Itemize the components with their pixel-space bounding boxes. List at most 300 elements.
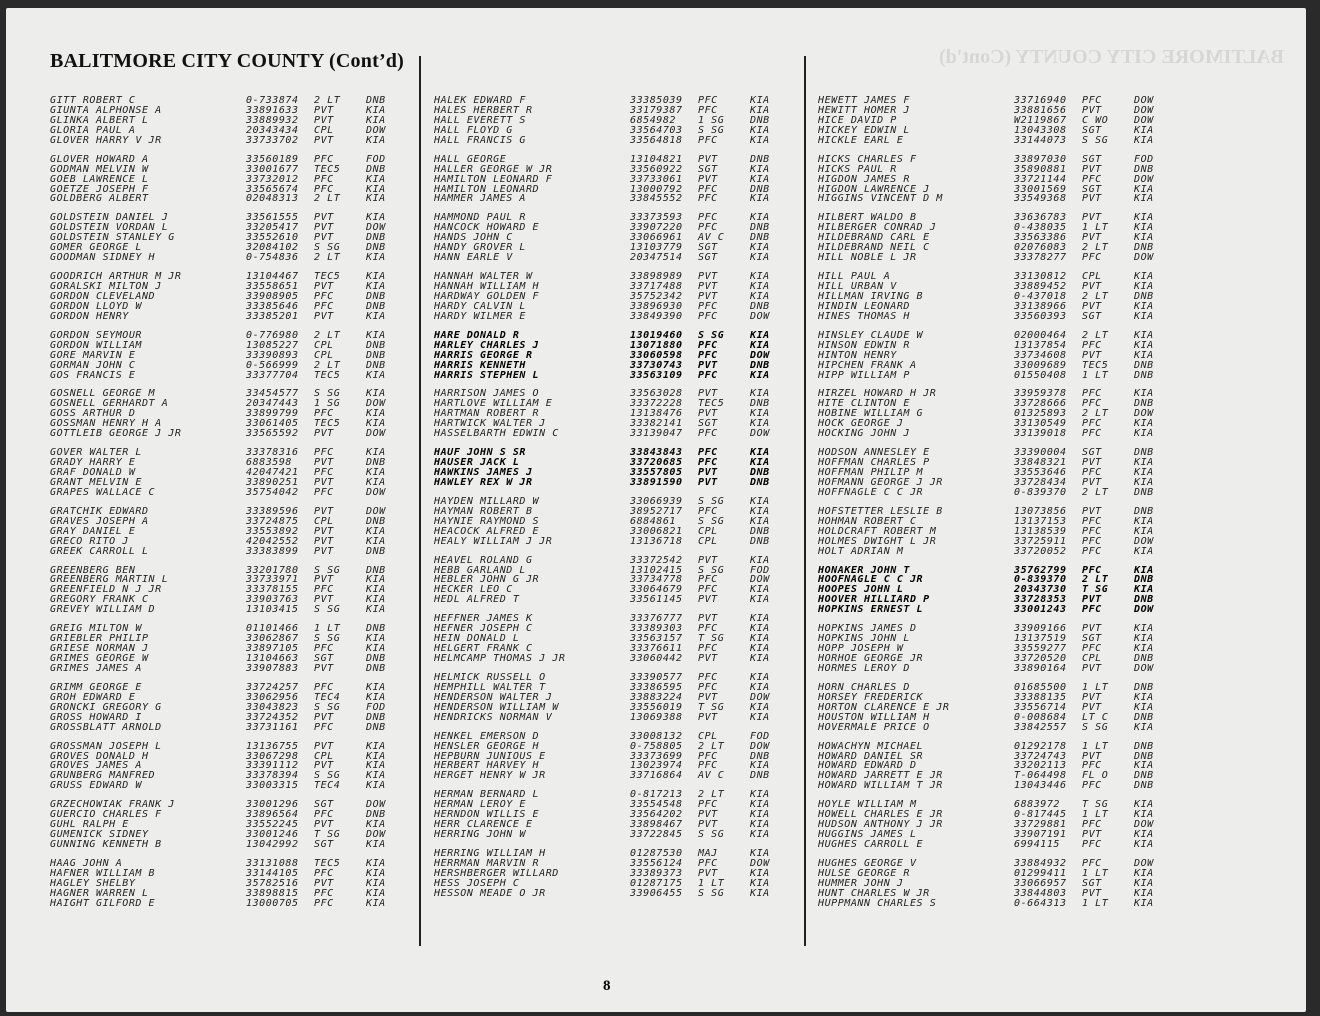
- casualty-status: KIA: [366, 418, 386, 430]
- serial-number: 33564818: [630, 134, 683, 146]
- roster-group: [818, 155, 1188, 205]
- casualty-status: KIA: [1134, 300, 1154, 312]
- rank: PFC: [1082, 398, 1102, 410]
- roster-entry: [818, 840, 1188, 850]
- soldier-name: HAWKINS JAMES J: [434, 468, 533, 478]
- rank: TEC5: [1082, 359, 1109, 371]
- soldier-name: HICE DAVID P: [818, 115, 897, 126]
- serial-number: 6854982: [630, 114, 676, 126]
- soldier-name: HINSLEY CLAUDE W: [818, 330, 924, 341]
- roster-entry: [434, 399, 804, 409]
- casualty-status: KIA: [366, 604, 386, 616]
- serial-number: 33563157: [630, 633, 683, 645]
- rank: PVT: [314, 574, 334, 586]
- serial-number: 0-754836: [246, 252, 299, 264]
- roster-group: [818, 800, 1188, 850]
- casualty-status: DNB: [366, 359, 386, 371]
- serial-number: 33842557: [1014, 721, 1067, 733]
- roster-entry: [50, 155, 420, 165]
- casualty-status: KIA: [1134, 124, 1154, 136]
- soldier-name: HOFFNAGLE C C JR: [818, 487, 924, 498]
- casualty-status: DNB: [366, 290, 386, 302]
- rank: SGT: [314, 653, 334, 664]
- casualty-status: DNB: [1134, 780, 1154, 792]
- rank: 1 LT: [1082, 867, 1109, 879]
- soldier-name: HORN CHARLES D: [818, 682, 910, 693]
- roster-entry: [434, 644, 804, 654]
- roster-entry: [50, 419, 420, 429]
- serial-number: 33066939: [630, 495, 683, 507]
- soldier-name: HINES THOMAS H: [818, 311, 910, 322]
- rank: PVT: [1082, 300, 1102, 312]
- soldier-name: HULSE GEORGE R: [818, 868, 910, 879]
- roster-entry: [434, 830, 804, 840]
- soldier-name: HARTLOVE WILLIAM E: [434, 399, 553, 410]
- roster-entry: [434, 96, 804, 106]
- serial-number: 33130812: [1014, 271, 1067, 283]
- casualty-status: KIA: [1134, 222, 1154, 234]
- casualty-status: KIA: [1134, 339, 1154, 351]
- rank: PFC: [314, 897, 334, 909]
- rank: PVT: [314, 310, 334, 322]
- soldier-name: HERBERT HARVEY H: [434, 761, 540, 772]
- rank: T SG: [698, 633, 725, 645]
- serial-number: 6883972: [1014, 799, 1060, 811]
- serial-number: 33205417: [246, 222, 299, 234]
- rank: PFC: [1082, 428, 1102, 440]
- roster-entry: [434, 272, 804, 282]
- soldier-name: HILL NOBLE L JR: [818, 253, 917, 264]
- soldier-name: GOLDBERG ALBERT: [50, 194, 149, 205]
- roster-entry: [50, 830, 420, 840]
- rank: PFC: [1082, 535, 1102, 547]
- soldier-name: HEIN DONALD L: [434, 634, 520, 645]
- casualty-status: KIA: [366, 584, 386, 596]
- serial-number: 13104467: [246, 271, 299, 283]
- serial-number: 35762799: [1014, 564, 1067, 576]
- soldier-name: HAYDEN MILLARD W: [434, 496, 540, 507]
- casualty-status: DOW: [1134, 819, 1154, 831]
- soldier-name: HAAG JOHN A: [50, 858, 123, 869]
- casualty-status: DOW: [750, 691, 770, 703]
- rank: 1 LT: [1082, 809, 1109, 821]
- casualty-status: DNB: [1134, 505, 1154, 517]
- rank: 1 LT: [1082, 369, 1109, 381]
- casualty-status: KIA: [1134, 877, 1154, 889]
- roster-entry: [50, 566, 420, 576]
- casualty-status: KIA: [1134, 691, 1154, 703]
- roster-group: [434, 96, 804, 146]
- casualty-status: KIA: [1134, 515, 1154, 527]
- serial-number: 33890251: [246, 476, 299, 488]
- soldier-name: GRONCKI GREGORY G: [50, 702, 162, 713]
- casualty-status: KIA: [750, 104, 770, 116]
- roster-entry: [818, 243, 1188, 253]
- soldier-name: GREENFIELD N J JR: [50, 585, 162, 596]
- roster-group: [818, 683, 1188, 733]
- soldier-name: HALL FRANCIS G: [434, 135, 526, 146]
- casualty-status: KIA: [1134, 633, 1154, 645]
- serial-number: 33549368: [1014, 193, 1067, 205]
- rank: PFC: [314, 467, 334, 478]
- soldier-name: HALL EVERETT S: [434, 115, 526, 126]
- serial-number: 33909166: [1014, 623, 1067, 635]
- casualty-status: DNB: [750, 300, 770, 312]
- roster-entry: [434, 223, 804, 233]
- soldier-name: HEWETT JAMES F: [818, 96, 910, 106]
- serial-number: 33144105: [246, 867, 299, 879]
- rank: 2 LT: [698, 740, 725, 752]
- roster-entry: [818, 547, 1188, 557]
- casualty-status: KIA: [750, 623, 770, 635]
- rank: PFC: [1082, 819, 1102, 831]
- roster-group: [434, 497, 804, 547]
- rank: PFC: [1082, 604, 1102, 616]
- rank: TEC5: [314, 369, 341, 381]
- serial-number: 6994115: [1014, 839, 1060, 850]
- soldier-name: HERGET HENRY W JR: [434, 771, 546, 782]
- roster-entry: [434, 507, 804, 517]
- roster-entry: [818, 351, 1188, 361]
- serial-number: 01550408: [1014, 369, 1067, 381]
- casualty-status: KIA: [1134, 388, 1154, 400]
- roster-entry: [434, 253, 804, 263]
- serial-number: 33372542: [630, 554, 683, 566]
- serial-number: 33389303: [630, 623, 683, 635]
- rank: PFC: [314, 173, 334, 185]
- serial-number: 33890164: [1014, 662, 1067, 674]
- serial-number: 33376777: [630, 613, 683, 625]
- roster-group: [818, 213, 1188, 263]
- casualty-status: KIA: [366, 281, 386, 292]
- serial-number: 01292178: [1014, 740, 1067, 752]
- casualty-status: DNB: [1134, 447, 1154, 459]
- casualty-status: DOW: [1134, 604, 1154, 616]
- rank: S SG: [1082, 134, 1109, 146]
- serial-number: 33139047: [630, 428, 683, 440]
- serial-number: 33560922: [630, 163, 683, 175]
- soldier-name: GLOVER HOWARD A: [50, 154, 149, 165]
- rank: PFC: [698, 428, 718, 440]
- serial-number: 13104663: [246, 653, 299, 664]
- soldier-name: HEAVEL ROLAND G: [434, 555, 533, 566]
- soldier-name: GROVES DONALD H: [50, 751, 149, 762]
- rank: PFC: [698, 643, 718, 655]
- serial-number: 13103415: [246, 604, 299, 616]
- soldier-name: HESS JOSEPH C: [434, 878, 520, 889]
- roster-entry: [434, 302, 804, 312]
- roster-entry: [818, 126, 1188, 136]
- roster-entry: [818, 116, 1188, 126]
- rank: PFC: [314, 721, 334, 733]
- casualty-status: KIA: [750, 711, 770, 723]
- serial-number: 33722845: [630, 829, 683, 841]
- roster-entry: [818, 302, 1188, 312]
- casualty-status: FOD: [366, 153, 386, 165]
- soldier-name: GRATCHIK EDWARD: [50, 506, 149, 517]
- casualty-status: KIA: [366, 691, 386, 703]
- casualty-status: KIA: [1134, 467, 1154, 478]
- roster-entry: [50, 448, 420, 458]
- soldier-name: GOSNELL GERHARDT A: [50, 399, 169, 410]
- soldier-name: HIGGINS VINCENT D M: [818, 194, 943, 205]
- soldier-name: HARDWAY GOLDEN F: [434, 291, 540, 302]
- soldier-name: GREGORY FRANK C: [50, 595, 149, 606]
- rank: PVT: [314, 877, 334, 889]
- soldier-name: HICKLE EARL E: [818, 135, 904, 146]
- roster-entry: [818, 810, 1188, 820]
- serial-number: 33720052: [1014, 545, 1067, 557]
- roster-group: [50, 859, 420, 909]
- soldier-name: HEBLER JOHN G JR: [434, 575, 540, 586]
- roster-entry: [434, 371, 804, 381]
- rank: PVT: [1082, 476, 1102, 488]
- casualty-status: DNB: [366, 653, 386, 664]
- soldier-name: HINTON HENRY: [818, 350, 897, 361]
- serial-number: 33899799: [246, 408, 299, 420]
- casualty-status: DNB: [1134, 290, 1154, 302]
- serial-number: 13043446: [1014, 780, 1067, 792]
- serial-number: 33733971: [246, 574, 299, 586]
- casualty-status: DNB: [750, 476, 770, 488]
- roster-entry: [818, 889, 1188, 899]
- soldier-name: GLOVER HARRY V JR: [50, 135, 162, 146]
- rank: SGT: [698, 242, 718, 254]
- soldier-name: GROSSMAN JOSEPH L: [50, 741, 162, 752]
- rank: S SG: [314, 388, 341, 400]
- serial-number: 13136755: [246, 740, 299, 752]
- serial-number: 20347443: [246, 398, 299, 410]
- casualty-status: DOW: [1134, 408, 1154, 420]
- rank: PFC: [698, 799, 718, 811]
- rank: T SG: [1082, 584, 1109, 596]
- casualty-status: KIA: [366, 310, 386, 322]
- rank: PVT: [1082, 691, 1102, 703]
- soldier-name: HERR CLARENCE E: [434, 820, 533, 831]
- rank: PVT: [698, 554, 718, 566]
- soldier-name: HUGGINS JAMES L: [818, 830, 917, 840]
- roster-entry: [50, 233, 420, 243]
- soldier-name: GRAF DONALD W: [50, 468, 136, 478]
- serial-number: 33131088: [246, 857, 299, 869]
- serial-number: 33716940: [1014, 95, 1067, 106]
- casualty-status: DNB: [366, 457, 386, 469]
- rank: PVT: [314, 104, 334, 116]
- roster-entry: [434, 341, 804, 351]
- casualty-status: KIA: [1134, 310, 1154, 322]
- soldier-name: HOOVER HILLIARD P: [818, 595, 930, 606]
- casualty-status: KIA: [366, 839, 386, 850]
- roster-entry: [50, 713, 420, 723]
- serial-number: 02000464: [1014, 329, 1067, 341]
- rank: MAJ: [698, 848, 718, 859]
- rank: PFC: [1082, 857, 1102, 869]
- casualty-status: DNB: [366, 662, 386, 674]
- rank: PVT: [1082, 829, 1102, 841]
- serial-number: 42042552: [246, 535, 299, 547]
- casualty-status: DNB: [750, 770, 770, 782]
- rank: S SG: [314, 604, 341, 616]
- soldier-name: HONAKER JOHN T: [818, 565, 910, 576]
- roster-entry: [818, 879, 1188, 889]
- rank: CPL: [698, 525, 718, 537]
- serial-number: 02076083: [1014, 242, 1067, 254]
- rank: CPL: [1082, 271, 1102, 283]
- rank: SGT: [1082, 447, 1102, 459]
- roster-entry: [818, 566, 1188, 576]
- serial-number: 33067298: [246, 750, 299, 762]
- soldier-name: HAMMOND PAUL R: [434, 213, 526, 224]
- roster-entry: [50, 341, 420, 351]
- casualty-status: DNB: [1134, 653, 1154, 664]
- soldier-name: HAFNER WILLIAM B: [50, 868, 156, 879]
- casualty-status: DNB: [366, 564, 386, 576]
- rank: 2 LT: [698, 789, 725, 801]
- rank: AV C: [698, 232, 725, 244]
- serial-number: 33064679: [630, 584, 683, 596]
- casualty-status: DNB: [750, 114, 770, 126]
- roster-entry: [818, 282, 1188, 292]
- rank: PFC: [698, 857, 718, 869]
- serial-number: 33390004: [1014, 447, 1067, 459]
- serial-number: 33561145: [630, 594, 683, 606]
- soldier-name: GORMAN JOHN C: [50, 360, 136, 371]
- casualty-status: DNB: [366, 349, 386, 361]
- casualty-status: KIA: [750, 95, 770, 106]
- roster-entry: [50, 869, 420, 879]
- casualty-status: KIA: [366, 104, 386, 116]
- soldier-name: GOVER WALTER L: [50, 448, 142, 459]
- rank: PVT: [314, 232, 334, 244]
- casualty-status: DOW: [750, 574, 770, 586]
- serial-number: 33564703: [630, 124, 683, 136]
- roster-group: [818, 389, 1188, 439]
- soldier-name: HARTWICK WALTER J: [434, 419, 546, 430]
- serial-number: 33557805: [630, 467, 683, 478]
- rank: FL O: [1082, 770, 1109, 782]
- rank: S SG: [314, 242, 341, 254]
- soldier-name: HOFSTETTER LESLIE B: [818, 506, 943, 517]
- casualty-status: KIA: [1134, 887, 1154, 899]
- rank: PVT: [1082, 163, 1102, 175]
- bleed-through-text: BALTIMORE CITY COUNTY (Cont'd): [938, 46, 1284, 68]
- serial-number: 33385201: [246, 310, 299, 322]
- casualty-status: KIA: [1134, 564, 1154, 576]
- soldier-name: GOSNELL GEORGE M: [50, 389, 156, 400]
- serial-number: 0-566999: [246, 359, 299, 371]
- casualty-status: DNB: [1134, 740, 1154, 752]
- rank: SGT: [314, 799, 334, 811]
- roster-entry: [50, 126, 420, 136]
- rank: PFC: [314, 408, 334, 420]
- roster-entry: [818, 312, 1188, 322]
- roster-entry: [434, 693, 804, 703]
- serial-number: 33390577: [630, 671, 683, 683]
- roster-entry: [434, 614, 804, 624]
- serial-number: 33061405: [246, 418, 299, 430]
- soldier-name: GRIMES GEORGE W: [50, 654, 149, 664]
- rank: TEC5: [698, 398, 725, 410]
- rank: PFC: [314, 447, 334, 459]
- roster-entry: [434, 331, 804, 341]
- rank: PFC: [698, 681, 718, 693]
- rank: 2 LT: [1082, 574, 1109, 586]
- soldier-name: GREVEY WILLIAM D: [50, 605, 156, 616]
- casualty-status: KIA: [366, 633, 386, 645]
- serial-number: 13000792: [630, 183, 683, 195]
- rank: SGT: [1082, 124, 1102, 136]
- roster-entry: [434, 361, 804, 371]
- roster-entry: [818, 859, 1188, 869]
- casualty-status: KIA: [366, 193, 386, 205]
- serial-number: 33179387: [630, 104, 683, 116]
- document-page: [6, 8, 1306, 1012]
- roster-entry: [50, 507, 420, 517]
- serial-number: 33563386: [1014, 232, 1067, 244]
- soldier-name: HOYLE WILLIAM M: [818, 800, 917, 811]
- roster-group: [50, 389, 420, 439]
- serial-number: 33001569: [1014, 183, 1067, 195]
- soldier-name: HANCOCK HOWARD E: [434, 223, 540, 234]
- serial-number: 33906455: [630, 887, 683, 899]
- serial-number: 33721144: [1014, 173, 1067, 185]
- serial-number: 33843843: [630, 447, 683, 459]
- casualty-status: KIA: [750, 653, 770, 664]
- casualty-status: DNB: [1134, 486, 1154, 498]
- serial-number: 0-817445: [1014, 809, 1067, 821]
- rank: 2 LT: [1082, 242, 1109, 254]
- serial-number: 33373699: [630, 750, 683, 762]
- roster-entry: [50, 213, 420, 223]
- roster-entry: [50, 537, 420, 547]
- rank: PFC: [1082, 252, 1102, 264]
- serial-number: 33725911: [1014, 535, 1067, 547]
- rank: S SG: [698, 515, 725, 527]
- roster-entry: [818, 654, 1188, 664]
- casualty-status: KIA: [1134, 721, 1154, 733]
- roster-entry: [434, 889, 804, 899]
- roster-entry: [818, 634, 1188, 644]
- serial-number: 13137519: [1014, 633, 1067, 645]
- rank: TEC5: [314, 163, 341, 175]
- rank: PFC: [1082, 467, 1102, 478]
- rank: 1 LT: [1082, 740, 1109, 752]
- serial-number: 33390893: [246, 349, 299, 361]
- casualty-status: KIA: [750, 633, 770, 645]
- roster-entry: [50, 752, 420, 762]
- soldier-name: GRUSS EDWARD W: [50, 781, 142, 792]
- soldier-name: GRIEBLER PHILIP: [50, 634, 149, 645]
- roster-group: [434, 849, 804, 899]
- casualty-status: KIA: [750, 447, 770, 459]
- roster-group: [818, 742, 1188, 792]
- rank: CPL: [314, 349, 334, 361]
- rank: PVT: [314, 535, 334, 547]
- rank: PVT: [314, 457, 334, 469]
- roster-entry: [434, 468, 804, 478]
- serial-number: 13103779: [630, 242, 683, 254]
- soldier-name: HAYNIE RAYMOND S: [434, 516, 540, 527]
- rank: CPL: [698, 730, 718, 742]
- soldier-name: HANN EARLE V: [434, 253, 513, 264]
- casualty-status: KIA: [1134, 281, 1154, 292]
- roster-entry: [818, 409, 1188, 419]
- serial-number: 33062956: [246, 691, 299, 703]
- serial-number: 33376611: [630, 643, 683, 655]
- rank: PFC: [698, 349, 718, 361]
- serial-number: 01101466: [246, 623, 299, 635]
- rank: PFC: [698, 505, 718, 517]
